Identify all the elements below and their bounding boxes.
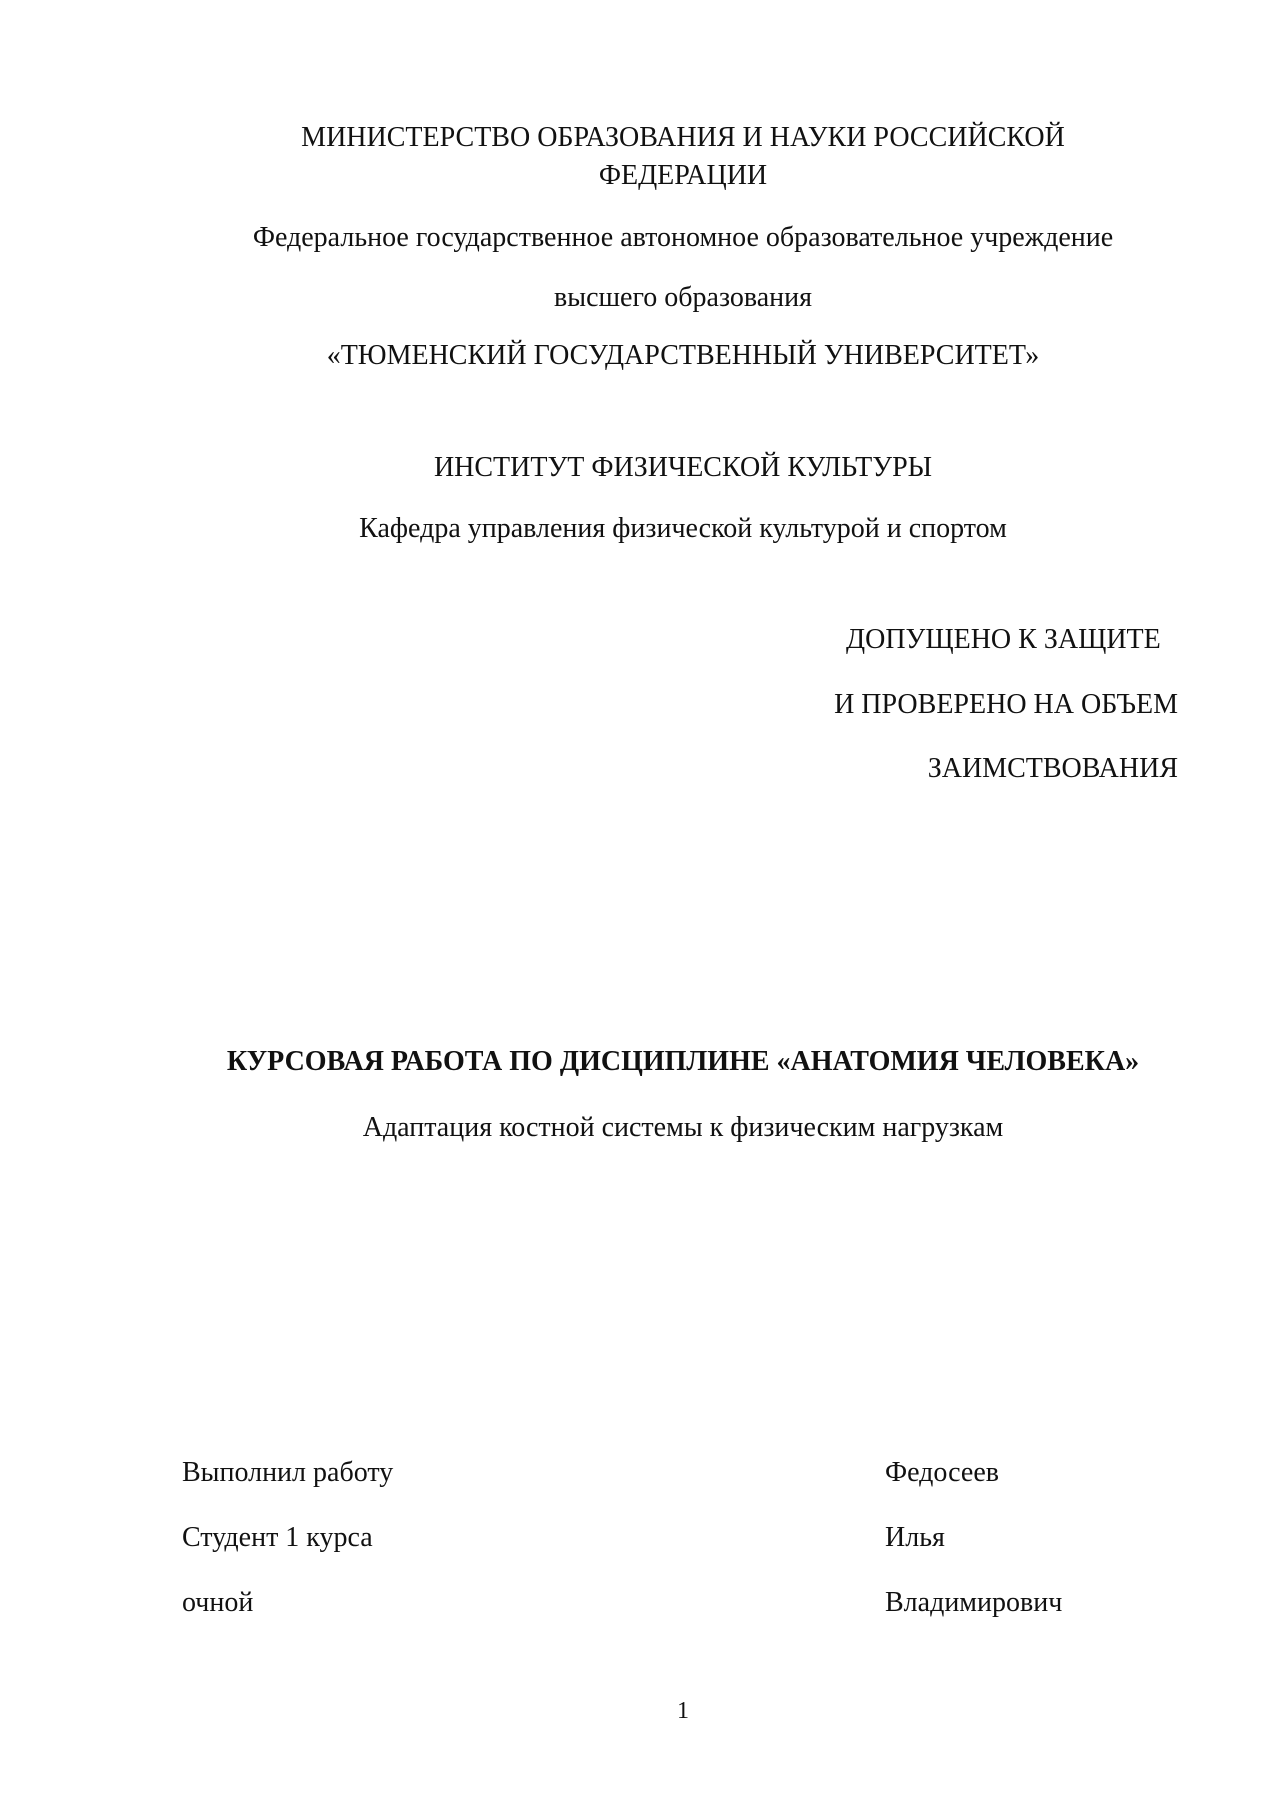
author-label-line2: Студент 1 курса: [182, 1522, 373, 1553]
work-type-title: КУРСОВАЯ РАБОТА ПО ДИСЦИПЛИНЕ «АНАТОМИЯ ЧЕЛОВЕКА»: [226, 1046, 1140, 1077]
university-name: «ТЮМЕНСКИЙ ГОСУДАРСТВЕННЫЙ УНИВЕРСИТЕТ»: [326, 340, 1040, 371]
page-number: 1: [677, 1698, 689, 1724]
work-topic: Адаптация костной системы к физическим нагрузкам: [362, 1112, 1004, 1143]
institution-type-line1: Федеральное государственное автономное образовательное учреждение: [252, 222, 1114, 253]
institute-name: ИНСТИТУТ ФИЗИЧЕСКОЙ КУЛЬТУРЫ: [433, 452, 933, 483]
department-name: Кафедра управления физической культурой и спортом: [359, 513, 1007, 544]
approval-line3: ЗАИМСТВОВАНИЯ: [927, 753, 1178, 784]
ministry-heading: МИНИСТЕРСТВО ОБРАЗОВАНИЯ И НАУКИ РОССИЙСКОЙ ФЕДЕРАЦИИ: [301, 122, 1065, 191]
author-label-line3: очной: [182, 1587, 254, 1618]
author-surname: Федосеев: [885, 1457, 999, 1488]
institution-type-line2: высшего образования: [554, 282, 812, 313]
author-label-line1: Выполнил работу: [182, 1457, 394, 1488]
author-patronymic: Владимирович: [885, 1587, 1063, 1618]
approval-line2: И ПРОВЕРЕНО НА ОБЪЕМ: [834, 689, 1178, 720]
author-name: Илья: [885, 1522, 945, 1553]
approval-line1: ДОПУЩЕНО К ЗАЩИТЕ: [846, 624, 1161, 655]
